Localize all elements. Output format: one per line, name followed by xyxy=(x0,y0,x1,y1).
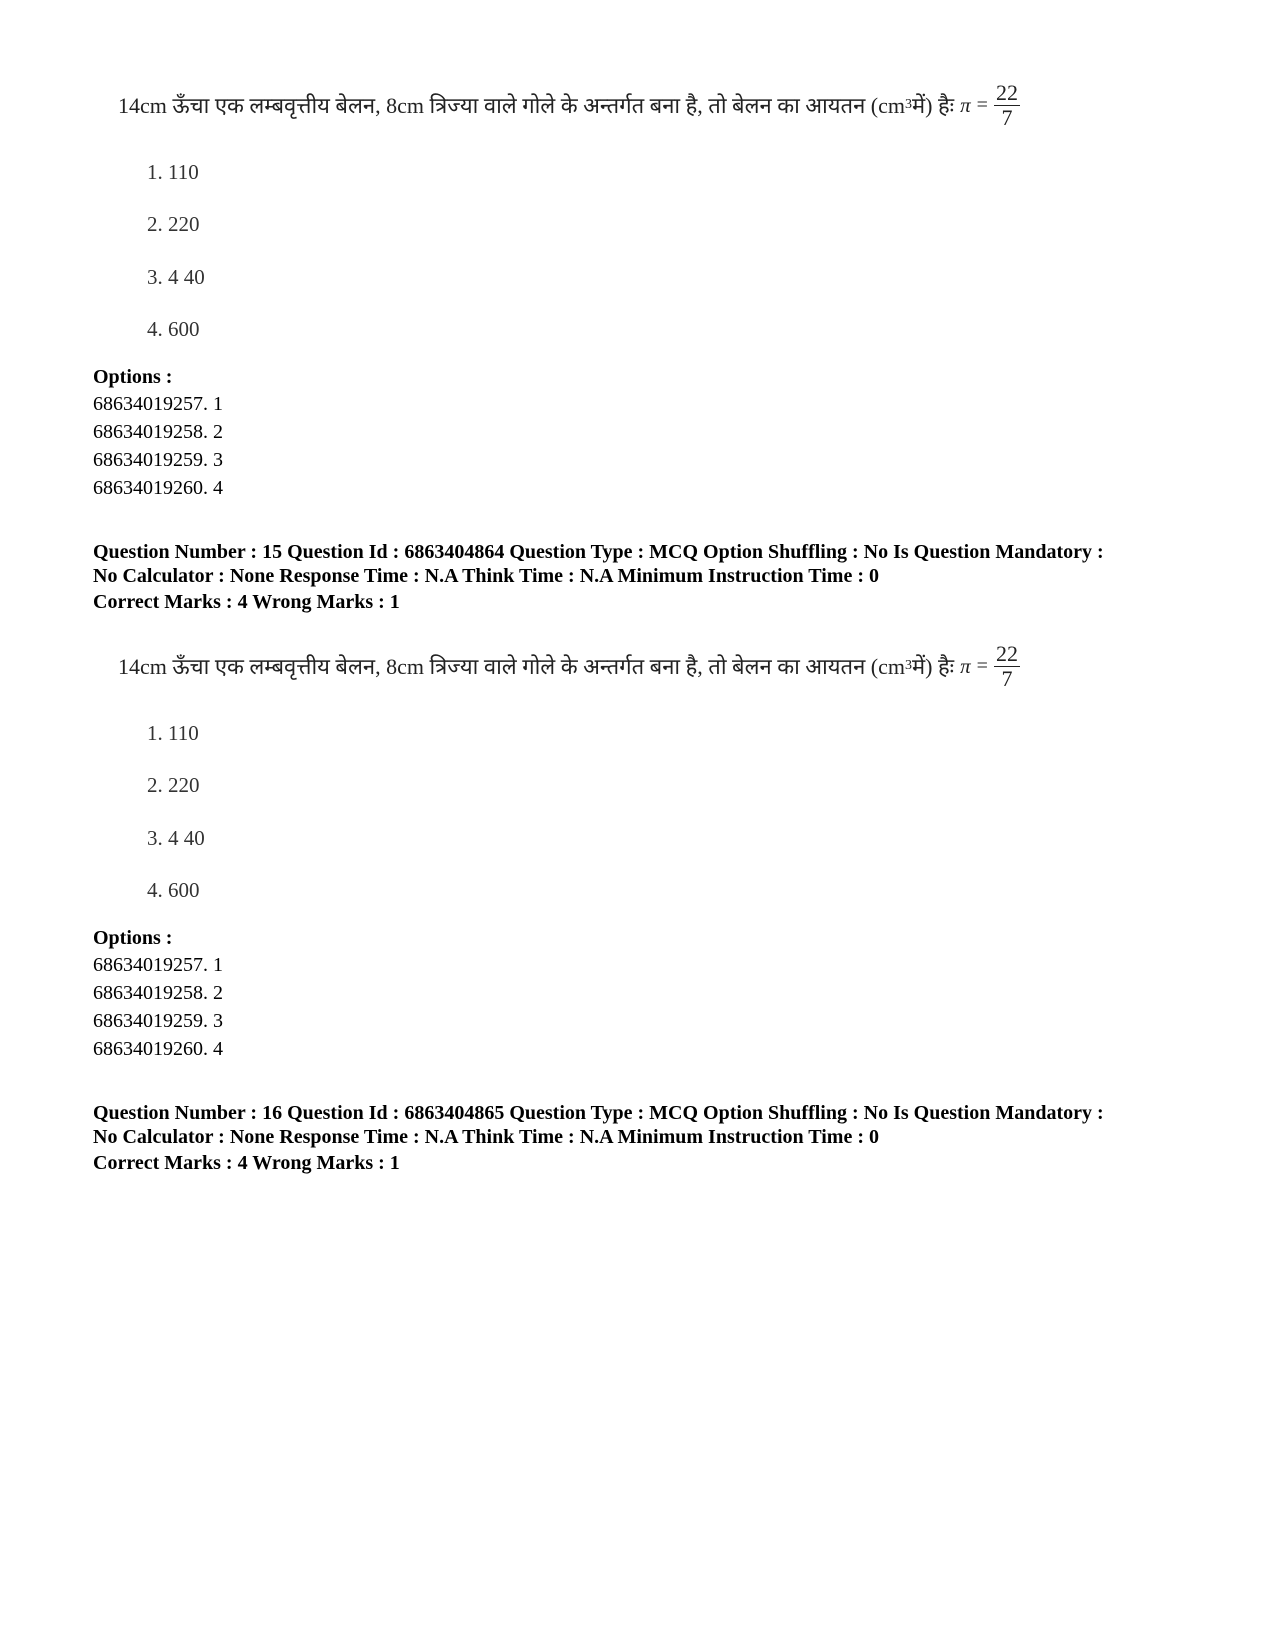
meta-line-1: Question Number : 16 Question Id : 6863404865 Question Type : MCQ Option Shuffling : No Is Question Mandatory : xyxy=(93,1102,1104,1124)
choice-3: 3. 4 40 xyxy=(147,826,205,850)
fraction-denominator: 7 xyxy=(1001,665,1013,691)
option-4: 68634019260. 4 xyxy=(93,1038,223,1060)
question-meta xyxy=(93,540,1193,588)
fraction-numerator: 22 xyxy=(995,80,1018,106)
choice-4: 4. 600 xyxy=(147,317,200,341)
fraction-denominator: 7 xyxy=(1001,104,1013,130)
question-tail-text: में) हैः xyxy=(912,93,955,118)
question-main-text: 14cm ऊँचा एक लम्बवृत्तीय बेलन, 8cm त्रिज्या वाले गोले के अन्तर्गत बना है, तो बेलन का आयतन (cm xyxy=(118,654,906,679)
option-4: 68634019260. 4 xyxy=(93,477,223,499)
options-label: Options : xyxy=(93,927,173,949)
question-tail-text: में) हैः xyxy=(912,654,955,679)
equals-sign: = xyxy=(976,93,988,116)
option-3: 68634019259. 3 xyxy=(93,449,223,471)
meta-line-1: Question Number : 15 Question Id : 6863404864 Question Type : MCQ Option Shuffling : No Is Question Mandatory : xyxy=(93,541,1104,563)
fraction xyxy=(994,81,1020,128)
choice-3: 3. 4 40 xyxy=(147,265,205,289)
question-text: 14cm ऊँचा एक लम्बवृत्तीय बेलन, 8cm त्रिज्या वाले गोले के अन्तर्गत बना है, तो बेलन का आयतन (cm 3 में) हैः π = $\frac{22}{7}$ xyxy=(118,641,1018,691)
fraction xyxy=(994,642,1020,689)
fraction-numerator: 22 xyxy=(995,641,1018,667)
choice-4: 4. 600 xyxy=(147,878,200,902)
question-text: 14cm ऊँचा एक लम्बवृत्तीय बेलन, 8cm त्रिज्या वाले गोले के अन्तर्गत बना है, तो बेलन का आयतन (cm 3 में) हैः π = $\frac{22}{7}$ xyxy=(118,80,1018,130)
option-2: 68634019258. 2 xyxy=(93,421,223,443)
choice-2: 2. 220 xyxy=(147,212,200,236)
meta-line-2: No Calculator : None Response Time : N.A Think Time : N.A Minimum Instruction Time : 0 xyxy=(93,565,879,587)
meta-line-2: No Calculator : None Response Time : N.A Think Time : N.A Minimum Instruction Time : 0 xyxy=(93,1126,879,1148)
question-main-text: 14cm ऊँचा एक लम्बवृत्तीय बेलन, 8cm त्रिज्या वाले गोले के अन्तर्गत बना है, तो बेलन का आयतन (cm xyxy=(118,93,906,118)
options-label: Options : xyxy=(93,366,173,388)
question-meta xyxy=(93,1101,1193,1149)
choice-1: 1. 110 xyxy=(147,160,199,184)
option-1: 68634019257. 1 xyxy=(93,954,223,976)
option-3: 68634019259. 3 xyxy=(93,1010,223,1032)
option-2: 68634019258. 2 xyxy=(93,982,223,1004)
marks-line: Correct Marks : 4 Wrong Marks : 1 xyxy=(93,1152,400,1174)
choice-2: 2. 220 xyxy=(147,773,200,797)
pi-symbol: π xyxy=(960,92,971,117)
marks-line: Correct Marks : 4 Wrong Marks : 1 xyxy=(93,591,400,613)
choice-1: 1. 110 xyxy=(147,721,199,745)
pi-symbol: π xyxy=(960,653,971,678)
option-1: 68634019257. 1 xyxy=(93,393,223,415)
equals-sign: = xyxy=(976,654,988,677)
